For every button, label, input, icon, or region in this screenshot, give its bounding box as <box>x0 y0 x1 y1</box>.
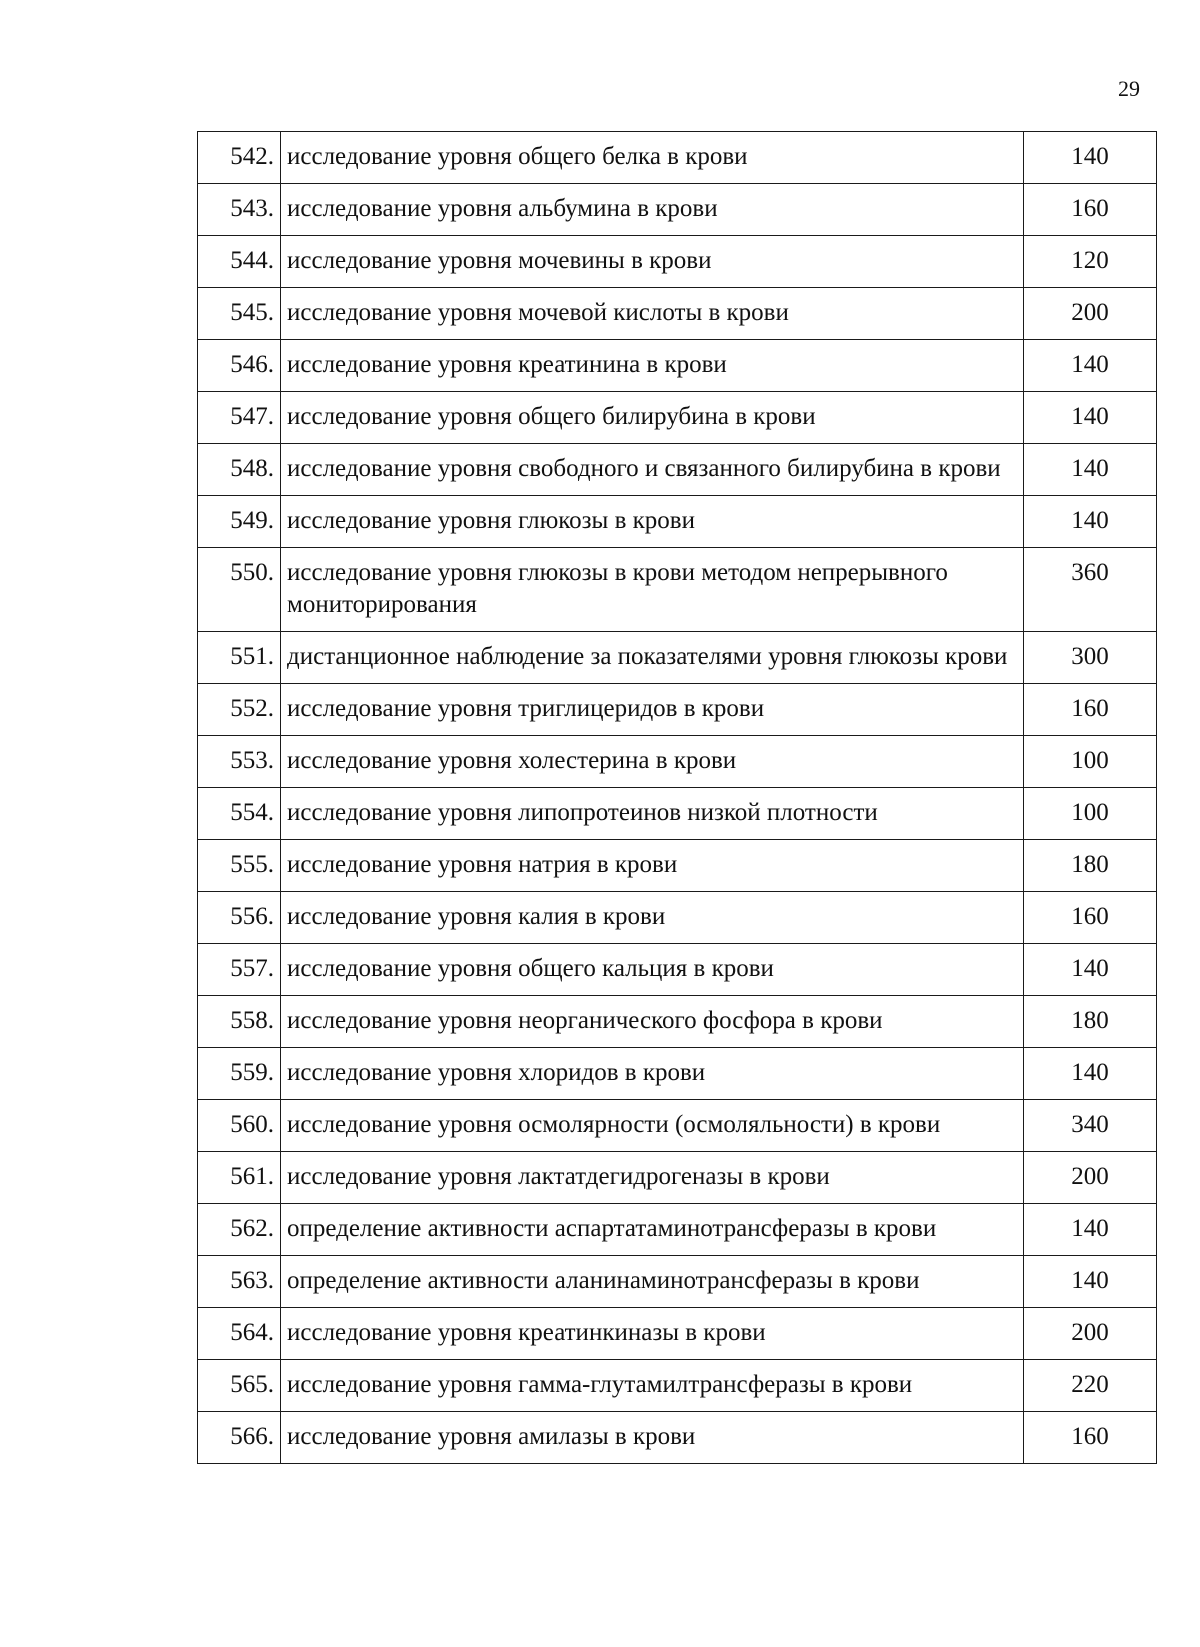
service-price: 160 <box>1024 184 1157 236</box>
service-price: 180 <box>1024 840 1157 892</box>
service-name: исследование уровня липопротеинов низкой плотности <box>281 788 1024 840</box>
service-name: исследование уровня общего билирубина в крови <box>281 392 1024 444</box>
service-name: исследование уровня глюкозы в крови <box>281 496 1024 548</box>
service-name: исследование уровня лактатдегидрогеназы в крови <box>281 1152 1024 1204</box>
row-number: 564. <box>198 1308 281 1360</box>
table-row <box>198 184 1157 236</box>
table-row <box>198 944 1157 996</box>
service-name: исследование уровня осмолярности (осмоляльности) в крови <box>281 1100 1024 1152</box>
table-row <box>198 288 1157 340</box>
table-row <box>198 392 1157 444</box>
table-row <box>198 548 1157 632</box>
row-number: 566. <box>198 1412 281 1464</box>
service-name: исследование уровня неорганического фосфора в крови <box>281 996 1024 1048</box>
service-name: исследование уровня креатинина в крови <box>281 340 1024 392</box>
table-row <box>198 1412 1157 1464</box>
service-name: исследование уровня мочевины в крови <box>281 236 1024 288</box>
service-price: 140 <box>1024 132 1157 184</box>
row-number: 561. <box>198 1152 281 1204</box>
service-price: 100 <box>1024 788 1157 840</box>
row-number: 546. <box>198 340 281 392</box>
page-number: 29 <box>1118 76 1140 101</box>
row-number: 549. <box>198 496 281 548</box>
service-name: исследование уровня свободного и связанного билирубина в крови <box>281 444 1024 496</box>
service-name: определение активности аланинаминотрансферазы в крови <box>281 1256 1024 1308</box>
service-name: исследование уровня общего белка в крови <box>281 132 1024 184</box>
service-name: исследование уровня мочевой кислоты в крови <box>281 288 1024 340</box>
table-row <box>198 892 1157 944</box>
table-row <box>198 1256 1157 1308</box>
row-number: 542. <box>198 132 281 184</box>
row-number: 547. <box>198 392 281 444</box>
service-price: 140 <box>1024 392 1157 444</box>
table-row <box>198 1308 1157 1360</box>
row-number: 558. <box>198 996 281 1048</box>
row-number: 548. <box>198 444 281 496</box>
row-number: 562. <box>198 1204 281 1256</box>
row-number: 543. <box>198 184 281 236</box>
service-price: 140 <box>1024 340 1157 392</box>
service-price: 100 <box>1024 736 1157 788</box>
row-number: 565. <box>198 1360 281 1412</box>
table-row <box>198 840 1157 892</box>
service-price: 300 <box>1024 632 1157 684</box>
table-row <box>198 1360 1157 1412</box>
service-price: 220 <box>1024 1360 1157 1412</box>
service-price: 340 <box>1024 1100 1157 1152</box>
table-row <box>198 132 1157 184</box>
table-row <box>198 444 1157 496</box>
service-price: 140 <box>1024 944 1157 996</box>
service-price: 160 <box>1024 684 1157 736</box>
service-name: исследование уровня натрия в крови <box>281 840 1024 892</box>
service-name: исследование уровня триглицеридов в крови <box>281 684 1024 736</box>
row-number: 550. <box>198 548 281 632</box>
service-price: 140 <box>1024 444 1157 496</box>
row-number: 556. <box>198 892 281 944</box>
service-name: исследование уровня холестерина в крови <box>281 736 1024 788</box>
service-price: 140 <box>1024 1048 1157 1100</box>
service-name: исследование уровня креатинкиназы в крови <box>281 1308 1024 1360</box>
table-row <box>198 340 1157 392</box>
row-number: 555. <box>198 840 281 892</box>
table-row <box>198 1048 1157 1100</box>
table-row <box>198 632 1157 684</box>
row-number: 552. <box>198 684 281 736</box>
table-row <box>198 496 1157 548</box>
row-number: 559. <box>198 1048 281 1100</box>
service-price: 200 <box>1024 288 1157 340</box>
row-number: 557. <box>198 944 281 996</box>
price-table <box>197 131 1157 1464</box>
service-price: 160 <box>1024 892 1157 944</box>
service-name: исследование уровня калия в крови <box>281 892 1024 944</box>
service-name: дистанционное наблюдение за показателями уровня глюкозы крови <box>281 632 1024 684</box>
row-number: 560. <box>198 1100 281 1152</box>
table-row <box>198 788 1157 840</box>
service-name: определение активности аспартатаминотрансферазы в крови <box>281 1204 1024 1256</box>
service-name: исследование уровня амилазы в крови <box>281 1412 1024 1464</box>
row-number: 554. <box>198 788 281 840</box>
service-price: 200 <box>1024 1308 1157 1360</box>
price-table-body <box>198 132 1157 1464</box>
service-name: исследование уровня общего кальция в крови <box>281 944 1024 996</box>
service-name: исследование уровня альбумина в крови <box>281 184 1024 236</box>
service-name: исследование уровня гамма-глутамилтрансферазы в крови <box>281 1360 1024 1412</box>
service-price: 140 <box>1024 496 1157 548</box>
row-number: 553. <box>198 736 281 788</box>
service-price: 140 <box>1024 1204 1157 1256</box>
row-number: 544. <box>198 236 281 288</box>
service-name: исследование уровня хлоридов в крови <box>281 1048 1024 1100</box>
service-price: 140 <box>1024 1256 1157 1308</box>
table-row <box>198 1100 1157 1152</box>
service-price: 360 <box>1024 548 1157 632</box>
row-number: 545. <box>198 288 281 340</box>
service-price: 200 <box>1024 1152 1157 1204</box>
service-price: 160 <box>1024 1412 1157 1464</box>
service-price: 120 <box>1024 236 1157 288</box>
table-row <box>198 1204 1157 1256</box>
table-row <box>198 996 1157 1048</box>
row-number: 551. <box>198 632 281 684</box>
service-price: 180 <box>1024 996 1157 1048</box>
service-name: исследование уровня глюкозы в крови методом непрерывного мониторирования <box>281 548 1024 632</box>
table-row <box>198 236 1157 288</box>
row-number: 563. <box>198 1256 281 1308</box>
table-row <box>198 684 1157 736</box>
table-row <box>198 736 1157 788</box>
table-row <box>198 1152 1157 1204</box>
